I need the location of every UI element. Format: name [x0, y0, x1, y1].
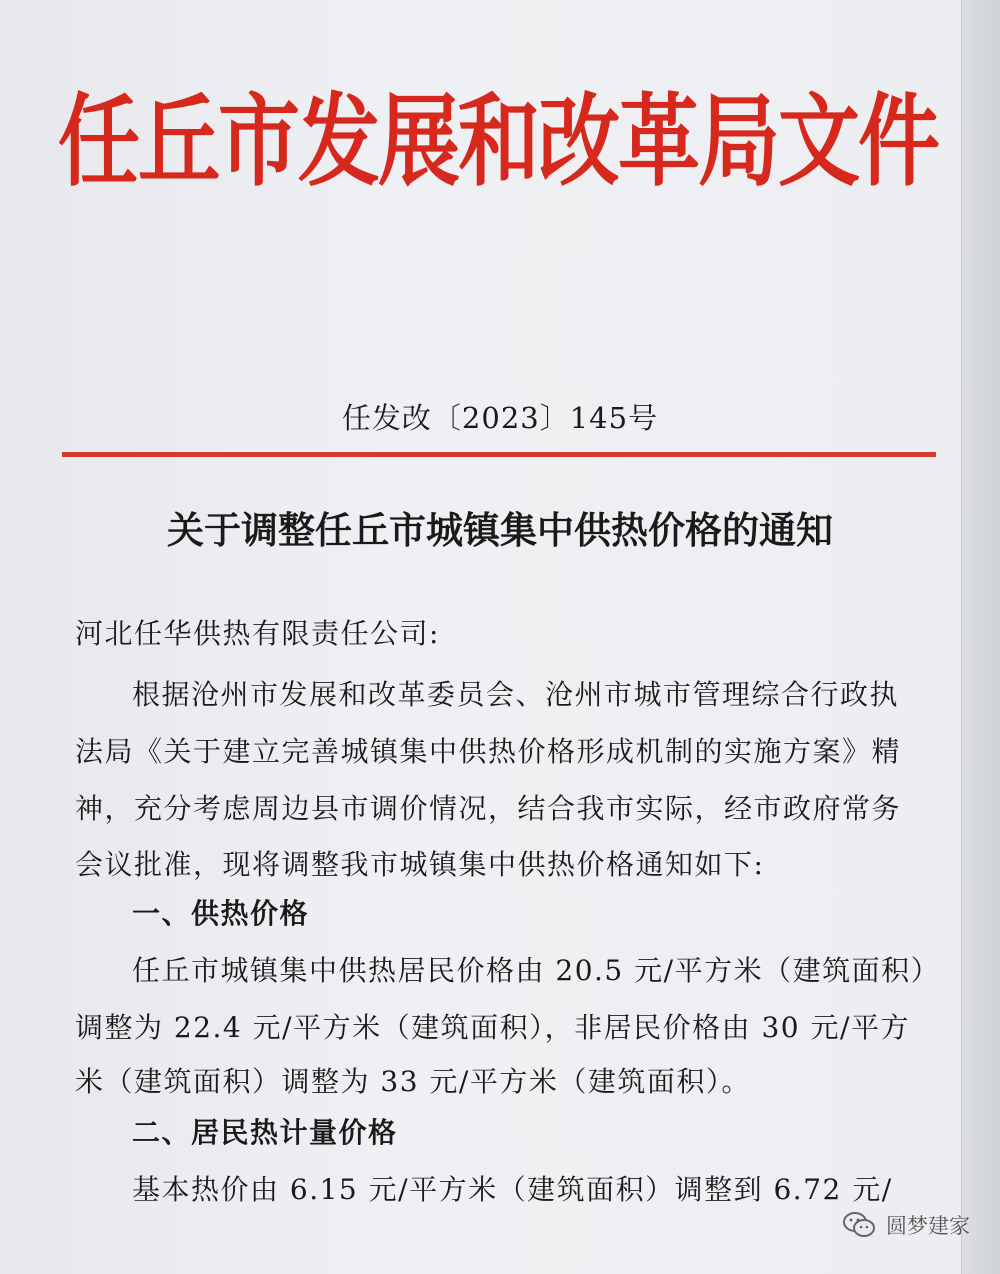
document-number: 任发改〔2023〕145号	[341, 401, 659, 435]
wechat-icon	[842, 1210, 876, 1240]
paragraph-line: 会议批准，现将调整我市城镇集中供热价格通知如下:	[75, 848, 765, 881]
watermark	[842, 1210, 970, 1240]
paragraph-line: 神，充分考虑周边县市调价情况，结合我市实际，经市政府常务	[75, 792, 902, 825]
paragraph-line: 调整为 22.4 元/平方米（建筑面积），非居民价格由 30 元/平方	[75, 1011, 910, 1044]
paper-edge	[961, 0, 1000, 1274]
paragraph-line: 根据沧州市发展和改革委员会、沧州市城市管理综合行政执	[132, 678, 900, 711]
notice-title: 关于调整任丘市城镇集中供热价格的通知	[167, 509, 833, 552]
paragraph-line: 米（建筑面积）调整为 33 元/平方米（建筑面积）。	[75, 1065, 751, 1098]
watermark-text: 圆梦建家	[886, 1214, 970, 1238]
paragraph-line: 法局《关于建立完善城镇集中供热价格形成机制的实施方案》精	[75, 735, 902, 768]
red-rule	[62, 452, 936, 457]
section-heading: 二、居民热计量价格	[132, 1116, 398, 1149]
section-heading: 一、供热价格	[132, 897, 310, 930]
paragraph-line: 任丘市城镇集中供热居民价格由 20.5 元/平方米（建筑面积）	[132, 954, 941, 987]
paragraph-line: 基本热价由 6.15 元/平方米（建筑面积）调整到 6.72 元/	[132, 1173, 893, 1206]
masthead: 任丘市发展和改革局文件	[58, 84, 939, 201]
salutation: 河北任华供热有限责任公司:	[75, 617, 440, 650]
